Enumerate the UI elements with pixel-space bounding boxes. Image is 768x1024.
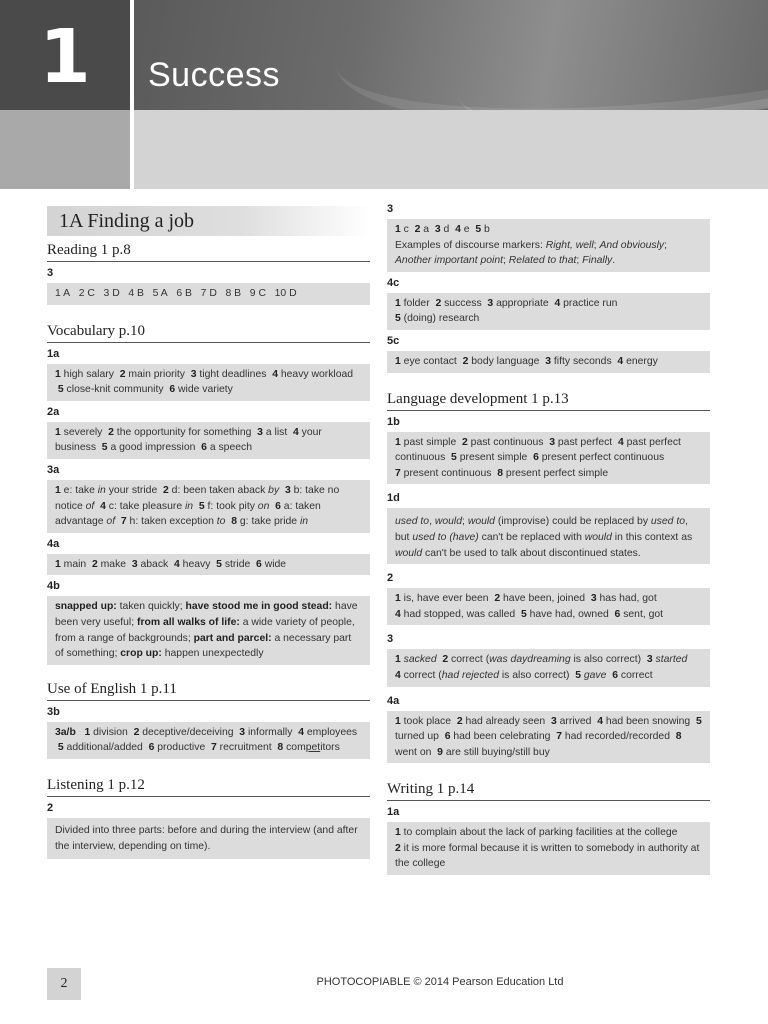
language-4a-answers: 1 took place 2 had already seen 3 arrived 4 had been snowing 5 turned up 6 had been celebrating 7 had recorded/recorded 8 went on 9 are still buying/still buy bbox=[387, 711, 710, 764]
reading-heading: Reading 1 p.8 bbox=[47, 242, 370, 262]
answer-item: 6 B bbox=[176, 288, 192, 299]
answer-item: 9 C bbox=[249, 288, 266, 299]
answer-item: 8 B bbox=[225, 288, 242, 299]
answer-item: 7 D bbox=[200, 288, 217, 299]
section-unit-title: 1A Finding a job bbox=[47, 206, 370, 236]
answer-item: 4 B bbox=[128, 288, 144, 299]
question-label: 3 bbox=[387, 633, 394, 646]
writing-heading: Writing 1 p.14 bbox=[387, 781, 710, 801]
reading-answers bbox=[47, 283, 370, 305]
answer-item: 1 A bbox=[55, 288, 71, 299]
listening-heading: Listening 1 p.12 bbox=[47, 777, 370, 797]
header-block-lower-right bbox=[134, 110, 768, 189]
listening-2-answer: Divided into three parts: before and during the interview (and after the interview, depending on time). bbox=[47, 818, 370, 859]
page-number: 2 bbox=[47, 968, 81, 1000]
copyright-notice: PHOTOCOPIABLE © 2014 Pearson Education Ltd bbox=[316, 976, 564, 988]
question-label: 3a bbox=[47, 463, 60, 476]
question-label: 2 bbox=[47, 801, 54, 814]
language-development-heading: Language development 1 p.13 bbox=[387, 391, 710, 411]
language-3-answers: 1 sacked 2 correct (was daydreaming is also correct) 3 started 4 correct (had rejected is also correct) 5 gave 6 correct bbox=[387, 649, 710, 686]
use-of-english-heading: Use of English 1 p.11 bbox=[47, 681, 370, 701]
header-block-lower-left bbox=[0, 110, 130, 189]
answer-item: 5 A bbox=[152, 288, 168, 299]
left-column bbox=[47, 206, 370, 859]
vocabulary-3a-answers: 1 e: take in your stride 2 d: been taken aback by 3 b: take no notice of 4 c: take pleasure in 5 f: took pity on 6 a: taken advantage of 7 h: taken exception to 8 g: take pride in bbox=[47, 480, 370, 533]
vocabulary-4b-answers: snapped up: taken quickly; have stood me in good stead: have been very useful; from all walks of life: a wide variety of people, from a range of backgrounds; part and parcel: a necessary part of something; crop up: happen unexpectedly bbox=[47, 596, 370, 664]
use-of-english-3b-answers: 3a/b 1 division 2 deceptive/deceiving 3 informally 4 employees 5 additional/added 6 productive 7 recruitment 8 competitors bbox=[47, 722, 370, 759]
language-2-answers: 1 is, have ever been 2 have been, joined 3 has had, got 4 had stopped, was called 5 have had, owned 6 sent, got bbox=[387, 588, 710, 625]
vocabulary-4a-answers: 1 main 2 make 3 aback 4 heavy 5 stride 6 wide bbox=[47, 554, 370, 576]
question-label: 1a bbox=[47, 347, 60, 360]
question-label: 4c bbox=[387, 276, 400, 289]
question-label: 3 bbox=[47, 267, 54, 279]
question-label: 1a bbox=[387, 806, 400, 819]
question-label: 1d bbox=[387, 492, 400, 505]
vocabulary-2a-answers: 1 severely 2 the opportunity for something 3 a list 4 your business 5 a good impression 6 a speech bbox=[47, 422, 370, 459]
language-1b-answers: 1 past simple 2 past continuous 3 past perfect 4 past perfect continuous 5 present simple 6 present perfect continuous 7 present continuous 8 present perfect simple bbox=[387, 432, 710, 485]
question-label: 3 bbox=[387, 203, 394, 215]
answer-item: 10 D bbox=[274, 288, 297, 299]
question-label: 2 bbox=[387, 572, 394, 585]
vocabulary-heading: Vocabulary p.10 bbox=[47, 323, 370, 343]
question-label: 1b bbox=[387, 415, 400, 428]
right-5c-answers: 1 eye contact 2 body language 3 fifty seconds 4 energy bbox=[387, 351, 710, 373]
question-label: 5c bbox=[387, 334, 400, 347]
writing-1a-answers: 1 to complain about the lack of parking facilities at the college 2 it is more formal because it is written to somebody in authority at the college bbox=[387, 822, 710, 875]
question-label: 2a bbox=[47, 405, 60, 418]
unit-number-block bbox=[0, 0, 130, 110]
language-1d-answer: used to, would; would (improvise) could be replaced by used to, but used to (have) can't be replaced with would in this context as would can't be used to talk about discontinued states. bbox=[387, 508, 710, 564]
answer-item: 2 C bbox=[78, 288, 95, 299]
question-label: 4a bbox=[47, 537, 60, 550]
unit-number: 1 bbox=[39, 14, 91, 100]
right-3-answers: 1 c 2 a 3 d 4 e 5 b Examples of discourse markers: Right, well; And obviously; Another important point; Related to that; Finally. bbox=[387, 219, 710, 272]
question-label: 3b bbox=[47, 705, 60, 718]
vocabulary-1a-answers: 1 high salary 2 main priority 3 tight deadlines 4 heavy workload 5 close-knit community 6 wide variety bbox=[47, 364, 370, 401]
unit-title-banner bbox=[134, 0, 768, 110]
question-label: 4a bbox=[387, 694, 400, 707]
unit-name: Success bbox=[148, 56, 280, 94]
right-4c-answers: 1 folder 2 success 3 appropriate 4 practice run 5 (doing) research bbox=[387, 293, 710, 330]
right-column bbox=[387, 203, 710, 875]
question-label: 4b bbox=[47, 580, 60, 593]
answer-item: 3 D bbox=[103, 288, 120, 299]
